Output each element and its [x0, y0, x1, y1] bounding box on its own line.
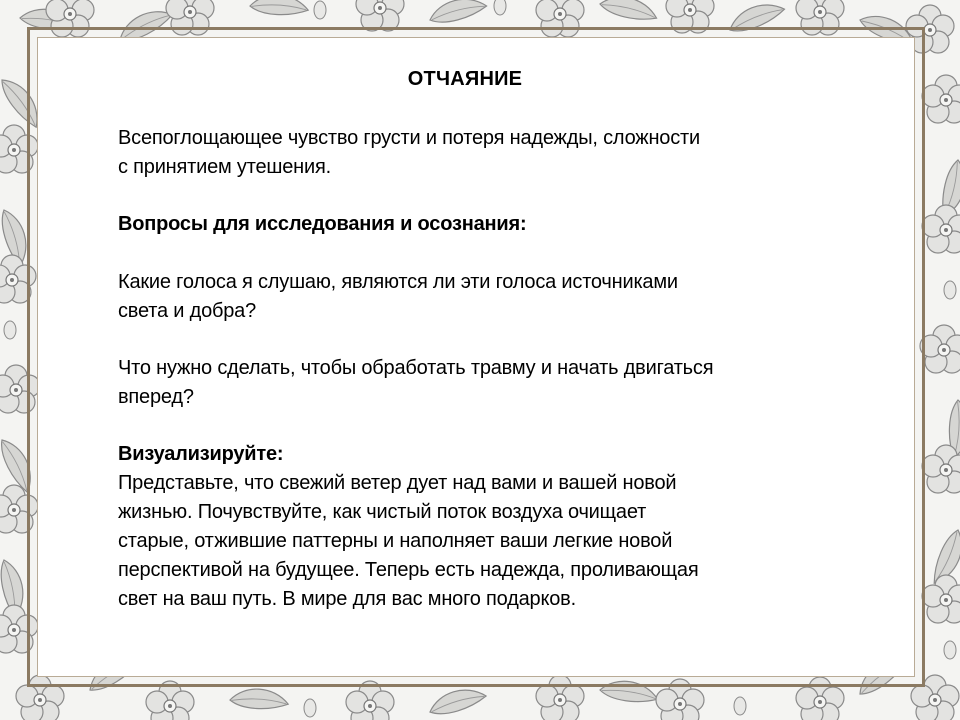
question-1-line-1: Какие голоса я слушаю, являются ли эти голоса источниками [118, 271, 678, 293]
questions-heading-colon: : [519, 213, 527, 235]
question-1-line-2: света и добра? [118, 300, 257, 322]
visualize-heading [118, 440, 858, 469]
question-1 [118, 268, 858, 326]
visualize-line-1: Представьте, что свежий ветер дует над вами и вашей новой [118, 472, 677, 494]
visualize-heading-text: Визуализируйте [118, 443, 277, 465]
visualize-heading-colon: : [276, 443, 284, 465]
visualize-line-4: перспективой на будущее. Теперь есть надежда, проливающая [118, 559, 699, 581]
visualize-paragraph [118, 469, 858, 614]
visualize-line-3: старые, отжившие паттерны и наполняет ваши легкие новой [118, 530, 673, 552]
intro-paragraph [118, 124, 858, 182]
intro-line-2: с принятием утешения. [118, 156, 331, 178]
intro-line-1: Всепоглощающее чувство грусти и потеря надежды, сложности [118, 127, 700, 149]
questions-heading-text: Вопросы для исследования и осознания [118, 213, 520, 235]
visualize-line-2: жизнью. Почувствуйте, как чистый поток воздуха очищает [118, 501, 647, 523]
visualize-line-5: свет на ваш путь. В мире для вас много подарков. [118, 588, 576, 610]
question-2-line-2: вперед? [118, 386, 194, 408]
page-title: ОТЧАЯНИЕ [407, 68, 523, 90]
questions-heading [118, 210, 858, 239]
question-2 [118, 354, 858, 412]
question-2-line-1: Что нужно сделать, чтобы обработать травму и начать двигаться [118, 357, 714, 379]
